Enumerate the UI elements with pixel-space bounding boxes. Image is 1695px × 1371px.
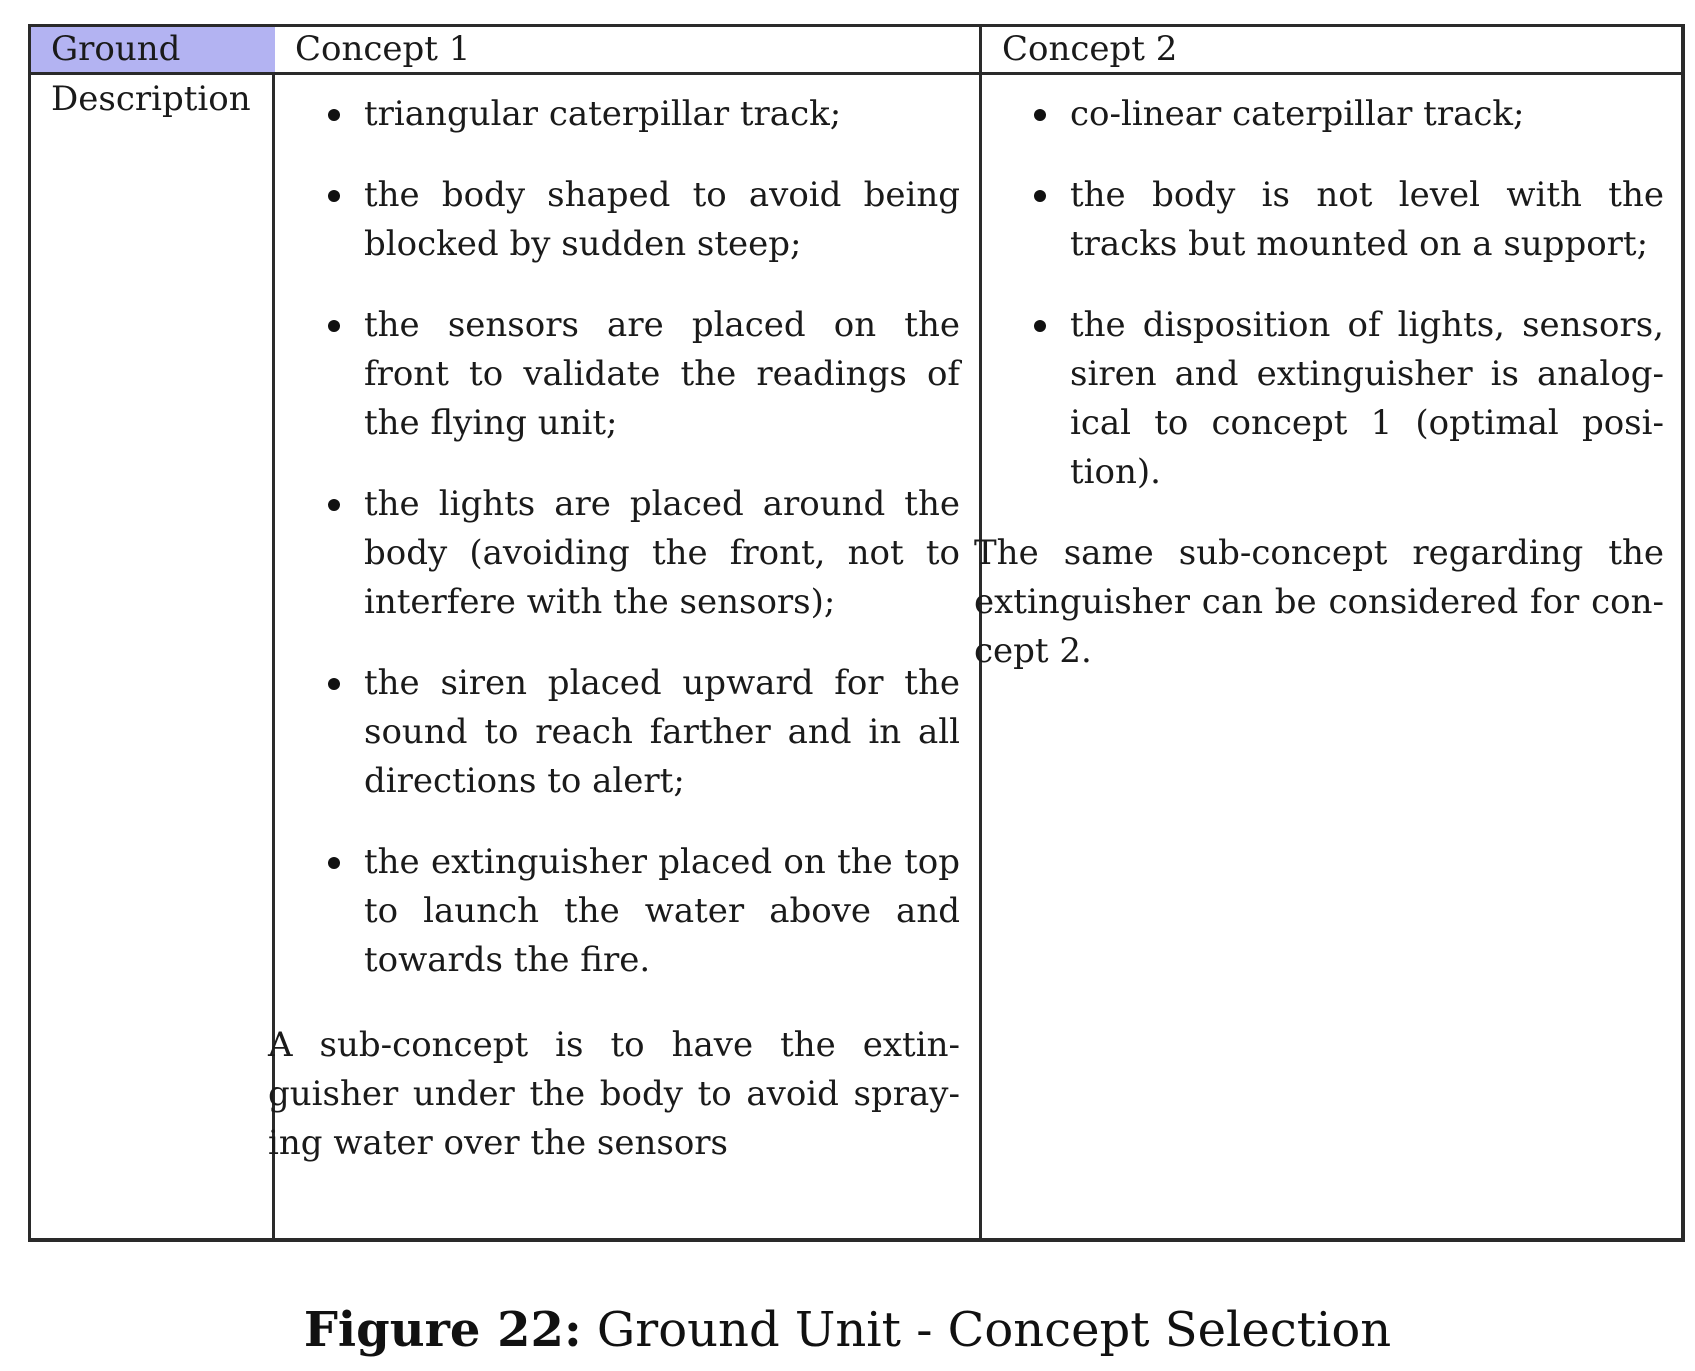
figure-caption: [0, 1300, 1695, 1360]
list-item: [974, 171, 1664, 269]
bullet-icon: [328, 320, 340, 332]
concept1-sub-concept-note: A sub-concept is to have the extinguisher under the body to avoid spraying water over the sensors: [268, 1025, 960, 1163]
concept2-description: [974, 90, 1664, 676]
concept2-bullet-list: [974, 90, 1664, 497]
bullet-text: the lights are placed around the body (avoiding the front, not to interfere with the sensors);: [364, 484, 960, 622]
bullet-text: the siren placed upward for the sound to reach farther and in all directions to alert;: [364, 663, 960, 801]
list-item: [268, 838, 960, 985]
bullet-text: the sensors are placed on the front to validate the readings of the flying unit;: [364, 305, 960, 443]
bullet-text: the disposition of lights, sensors, siren and extinguisher is analogical to concept 1 (optimal position).: [1070, 305, 1664, 492]
header-concept-1: Concept 1: [295, 29, 471, 69]
bullet-text: the body is not level with the tracks but mounted on a support;: [1070, 175, 1664, 264]
bullet-text: the body shaped to avoid being blocked by sudden steep;: [364, 175, 960, 264]
bullet-text: the extinguisher placed on the top to launch the water above and towards the fire.: [364, 842, 960, 980]
bullet-icon: [1034, 190, 1046, 202]
bullet-icon: [328, 499, 340, 511]
list-item: [974, 301, 1664, 497]
concept2-sub-concept-note: The same sub-concept regarding the extinguisher can be considered for concept 2.: [974, 533, 1664, 671]
bullet-icon: [1034, 320, 1046, 332]
list-item: [268, 301, 960, 448]
concept1-bullet-list: [268, 90, 960, 985]
list-item: [268, 171, 960, 269]
bullet-text: co-linear caterpillar track;: [1070, 94, 1525, 134]
bullet-text: triangular caterpillar track;: [364, 94, 842, 134]
table-header-row: [31, 27, 1681, 75]
list-item: [268, 659, 960, 806]
bullet-icon: [1034, 109, 1046, 121]
header-concept-2: Concept 2: [1002, 29, 1178, 69]
bullet-icon: [328, 857, 340, 869]
bullet-icon: [328, 109, 340, 121]
caption-text: Ground Unit - Concept Selection: [596, 1302, 1392, 1358]
list-item: [268, 480, 960, 627]
bullet-icon: [328, 678, 340, 690]
row-label-description: Description: [51, 79, 251, 119]
header-ground: Ground: [31, 27, 275, 72]
bullet-icon: [328, 190, 340, 202]
list-item: [974, 90, 1664, 139]
list-item: [268, 90, 960, 139]
concept1-description: [268, 90, 960, 1168]
label-column: [31, 27, 275, 1238]
caption-label: Figure 22:: [303, 1302, 582, 1358]
